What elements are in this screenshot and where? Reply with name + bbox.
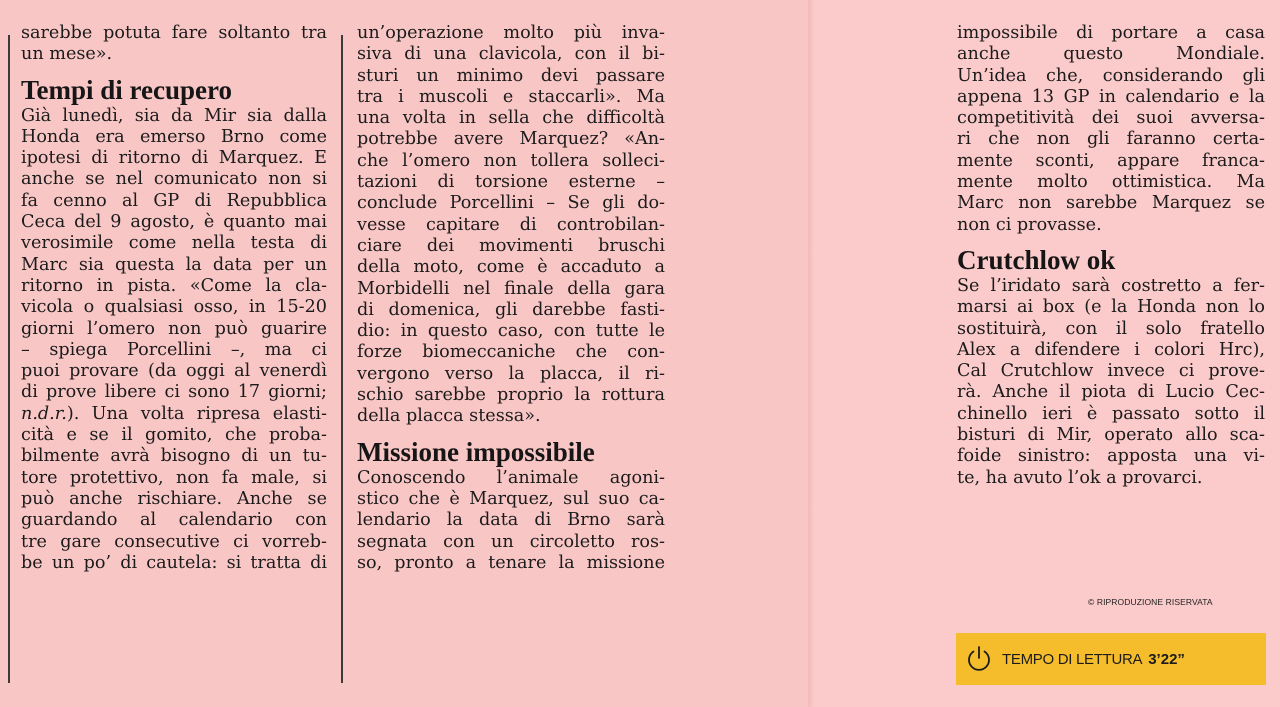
text-line: della moto, come è accaduto a [357, 257, 665, 278]
section-heading: Missione impossibile [357, 436, 595, 467]
text-line: potrebbe avere Marquez? «An- [357, 129, 665, 150]
text-line: – spiega Porcellini –, ma ci [21, 339, 327, 360]
article-column-2 [357, 23, 665, 574]
text-line: Alex a difendere i colori Hrc), [957, 339, 1265, 360]
text-line: appena 13 GP in calendario e la [957, 86, 1265, 107]
text-line [21, 404, 327, 425]
text-line: un mese». [21, 44, 113, 65]
text-line: di prove libere ci sono 17 giorni; [21, 382, 327, 403]
text-line: sturi un minimo devi passare [357, 65, 665, 86]
text-line: lendario la data di Brno sarà [357, 510, 665, 531]
text-line: schio sarebbe proprio la rottura [357, 385, 665, 406]
text-line: tre gare consecutive ci vorreb- [21, 531, 327, 552]
text-line: be un po’ di cautela: si tratta di [21, 552, 327, 573]
text-line: Se l’iridato sarà costretto a fer- [957, 275, 1265, 296]
text-line: te, ha avuto l’ok a provarci. [957, 467, 1203, 488]
text-line: competitività dei suoi avversa- [957, 108, 1265, 129]
text-line: tra i muscoli e staccarli». Ma [357, 86, 665, 107]
text-line: Marc non sarebbe Marquez se [957, 193, 1265, 214]
text-line: può anche rischiare. Anche se [21, 488, 327, 509]
text-line: vicola o qualsiasi osso, in 15-20 [21, 297, 327, 318]
text-line: Già lunedì, sia da Mir sia dalla [21, 105, 327, 126]
text-line: chinello ieri è passato sotto il [957, 403, 1265, 424]
text-line: Conoscendo l’animale agoni- [357, 467, 665, 488]
text-line: vesse capitare di controbilan- [357, 214, 665, 235]
reading-time-label: TEMPO DI LETTURA [1002, 650, 1143, 668]
text-line: siva di una clavicola, con il bi- [357, 44, 665, 65]
text-line: sarebbe potuta fare soltanto tra [21, 23, 327, 43]
text-line: ciare dei movimenti bruschi [357, 235, 665, 256]
text-line: della placca stessa». [357, 406, 541, 427]
section-heading: Crutchlow ok [957, 244, 1116, 275]
text-fragment: ). Una volta ripresa elasti- [66, 403, 327, 424]
text-line: Morbidelli nel finale della gara [357, 278, 665, 299]
text-line: puoi provare (da oggi al venerdì [21, 361, 327, 382]
text-line: cità e se il gomito, che proba- [21, 425, 327, 446]
text-line: anche se nel comunicato non si [21, 169, 327, 190]
text-line: una volta in sella che difficoltà [357, 108, 665, 129]
text-line: mente sconti, appare franca- [957, 150, 1265, 171]
text-line: rà. Anche il piota di Lucio Cec- [957, 382, 1265, 403]
text-line: di domenica, gli darebbe fasti- [357, 299, 665, 320]
text-line: ritorno in pista. «Come la cla- [21, 275, 327, 296]
ndr-abbrev: n.d.r. [21, 403, 67, 424]
text-line: marsi ai box (e la Honda non lo [957, 297, 1265, 318]
text-line: forze biomeccaniche che con- [357, 342, 665, 363]
text-line: dio: in questo caso, con tutte le [357, 321, 665, 342]
text-line: anche questo Mondiale. [957, 44, 1265, 65]
text-line: che l’omero non tollera solleci- [357, 150, 665, 171]
text-line: bisturi di Mir, operato allo sca- [957, 425, 1265, 446]
text-line: mente molto ottimistica. Ma [957, 172, 1265, 193]
text-line: segnata con un circoletto ros- [357, 531, 665, 552]
section-heading: Tempi di recupero [21, 74, 233, 105]
text-line: Ceca del 9 agosto, è quanto mai [21, 212, 327, 233]
column-rule-left [8, 35, 10, 683]
text-line: Marc sia questa la data per un [21, 254, 327, 275]
text-line: un’operazione molto più inva- [357, 23, 665, 43]
text-line: Honda era emerso Brno come [21, 126, 327, 147]
text-line: guardando al calendario con [21, 510, 327, 531]
text-line: sostituirà, con il solo fratello [957, 318, 1265, 339]
text-line: conclude Porcellini – Se gli do- [357, 193, 665, 214]
text-line: fa cenno al GP di Repubblica [21, 190, 327, 211]
text-line: tazioni di torsione esterne – [357, 172, 665, 193]
reading-time-value: 3’22” [1148, 650, 1185, 668]
article-column-1 [21, 23, 327, 574]
text-line: verosimile come nella testa di [21, 233, 327, 254]
page-gutter [808, 0, 814, 707]
text-line: foide sinistro: apposta una vi- [957, 446, 1265, 467]
text-line: so, pronto a tenare la missione [357, 552, 665, 573]
text-line: stico che è Marquez, sul suo ca- [357, 488, 665, 509]
text-line: vergono verso la placca, il ri- [357, 363, 665, 384]
power-icon [964, 644, 994, 674]
text-line: tore protettivo, non fa male, si [21, 467, 327, 488]
text-line: bilmente avrà bisogno di un tu- [21, 446, 327, 467]
article-column-3 [957, 23, 1265, 489]
reading-time-box [956, 633, 1266, 685]
text-line: ri che non gli faranno certa- [957, 129, 1265, 150]
text-line: Un’idea che, considerando gli [957, 65, 1265, 86]
text-line: giorni l’omero non può guarire [21, 318, 327, 339]
text-line: impossibile di portare a casa [957, 23, 1265, 43]
column-rule-middle [341, 35, 343, 683]
text-line: Cal Crutchlow invece ci prove- [957, 361, 1265, 382]
text-line: ipotesi di ritorno di Marquez. E [21, 148, 327, 169]
copyright-notice: © RIPRODUZIONE RISERVATA [1088, 597, 1213, 607]
text-line: non ci provasse. [957, 214, 1102, 235]
